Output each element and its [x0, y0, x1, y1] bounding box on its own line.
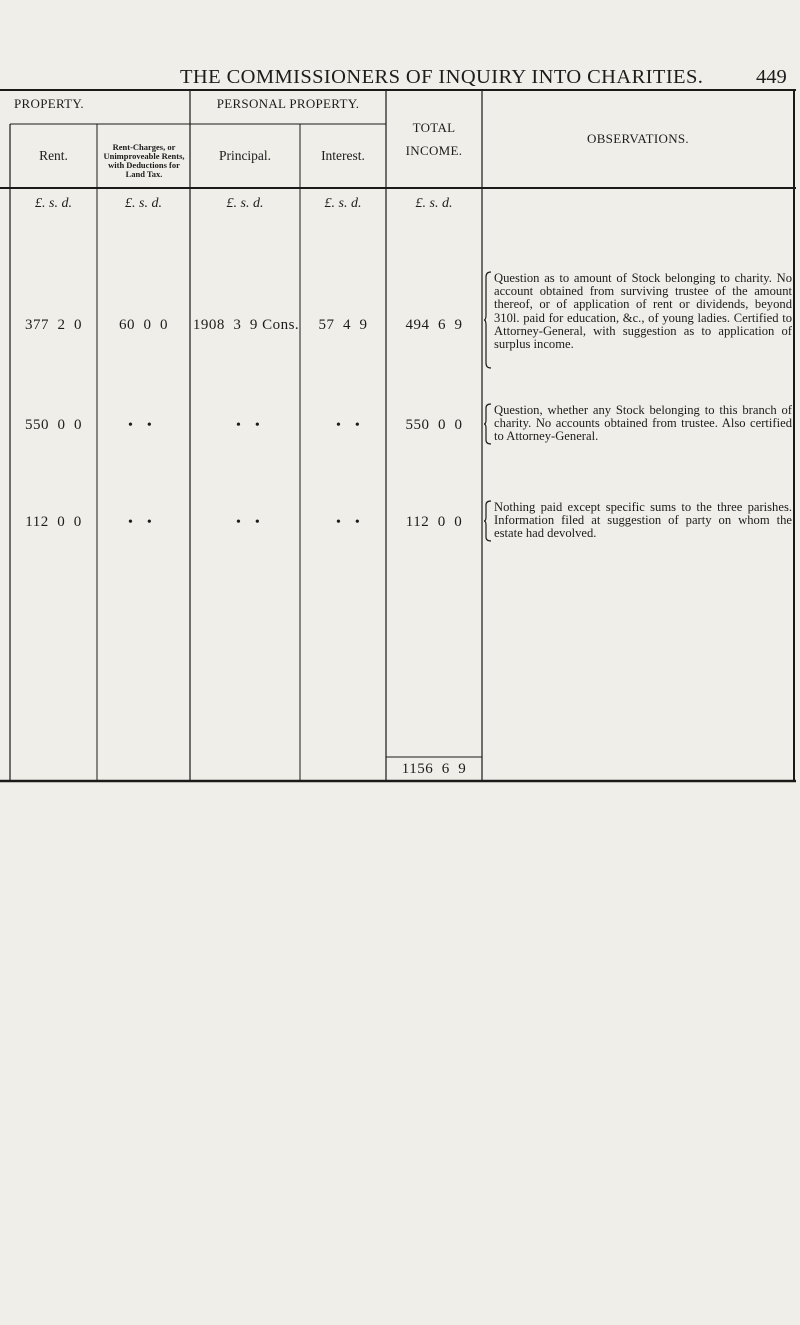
row1-interest: 57 4 9	[318, 317, 368, 333]
rent-charges-header: Rent-Charges, or Unimproveable Rents, with Deductions for Land Tax.	[103, 142, 185, 179]
row1-principal: 1908 3 9 Cons.	[192, 317, 300, 333]
page-title: THE COMMISSIONERS OF INQUIRY INTO CHARITIES.	[180, 66, 704, 88]
interest-header: Interest.	[321, 148, 365, 163]
row3-rent: 112 0 0	[25, 514, 82, 530]
row2-rent-charges-ditto: • •	[128, 418, 152, 433]
row3-interest-ditto: • •	[336, 515, 360, 530]
row2-total: 550 0 0	[405, 417, 463, 433]
principal-header: Principal.	[218, 148, 272, 163]
total-header-line1: TOTAL	[412, 120, 456, 135]
grand-total: 1156 6 9	[401, 761, 467, 777]
charity-table	[0, 88, 796, 784]
row1-brace	[484, 271, 492, 369]
property-header: PROPERTY.	[14, 96, 84, 111]
row3-principal-ditto: • •	[236, 515, 260, 530]
row3-observation: Nothing paid except specific sums to the three parishes. Information filed at suggestion of party on whom the estate had devolved.	[494, 500, 792, 541]
total-header-line2: INCOME.	[405, 143, 463, 158]
row1-rent-charges: 60 0 0	[119, 317, 168, 333]
row2-rent: 550 0 0	[25, 417, 82, 433]
principal-unit: £. s. d.	[226, 196, 264, 211]
row3-total: 112 0 0	[405, 514, 463, 530]
row2-interest-ditto: • •	[336, 418, 360, 433]
rent-charges-unit: £. s. d.	[125, 196, 162, 211]
row3-brace	[484, 500, 492, 542]
page-number: 449	[756, 66, 787, 88]
row1-rent: 377 2 0	[25, 317, 82, 333]
row1-observation: Question as to amount of Stock belonging to charity. No account obtained from surviving trustee of the amount thereof, or of application of rent or dividends, beyond 310l. paid for education, &c., of young ladies. Certified to Attorney-General, with suggestion as to application of surplus income.	[494, 271, 792, 352]
interest-unit: £. s. d.	[324, 196, 362, 211]
personal-property-header: PERSONAL PROPERTY.	[216, 96, 360, 111]
row2-brace	[484, 403, 492, 445]
total-unit: £. s. d.	[415, 196, 453, 211]
observations-header: OBSERVATIONS.	[587, 131, 689, 146]
rent-header: Rent.	[39, 148, 68, 163]
rent-unit: £. s. d.	[35, 196, 72, 211]
row2-principal-ditto: • •	[236, 418, 260, 433]
row1-total: 494 6 9	[405, 317, 463, 333]
row2-observation: Question, whether any Stock belonging to this branch of charity. No accounts obtained from trustee. Also certified to Attorney-General.	[494, 403, 792, 444]
row3-rent-charges-ditto: • •	[128, 515, 152, 530]
